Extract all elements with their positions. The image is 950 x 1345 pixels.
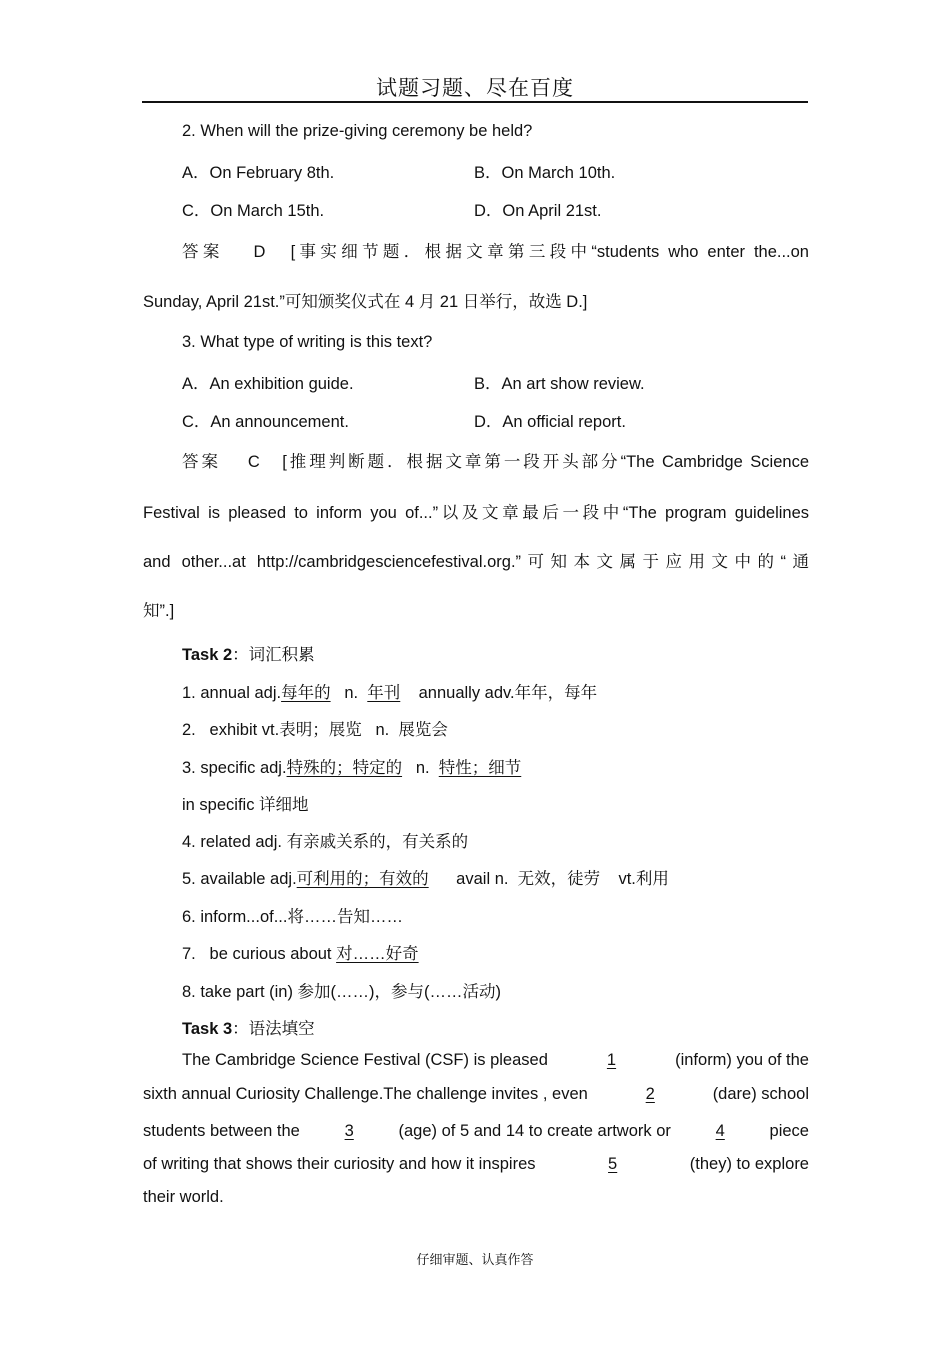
vocab-item bbox=[182, 754, 521, 778]
vocab-answer: 可利用的；有效的 bbox=[296, 870, 429, 888]
cloze-line-3 bbox=[143, 1122, 809, 1141]
vocab-answer: 特殊的；特定的 bbox=[286, 759, 403, 777]
vocab-text: 7. be curious about bbox=[182, 945, 337, 963]
q3-answer-line-1: 答案 C [推理判断题．根据文章第一段开头部分“The Cambridge Science bbox=[182, 453, 809, 471]
vocab-answer: 每年的 bbox=[281, 684, 331, 702]
vocab-item bbox=[182, 865, 669, 889]
vocab-text: annually adv.年年，每年 bbox=[400, 684, 598, 702]
cloze-text: (dare) school bbox=[712, 1085, 809, 1103]
page-footer: 仔细审题、认真作答 bbox=[416, 1252, 534, 1267]
question-2: 2. When will the prize-giving ceremony be held? bbox=[182, 122, 533, 140]
task-2-label: Task 2 bbox=[182, 646, 233, 664]
vocab-item: 6. inform...of...将……告知…… bbox=[182, 908, 403, 926]
vocab-item bbox=[182, 679, 597, 703]
q3-option-a: A．An exhibition guide. bbox=[182, 375, 354, 393]
header-divider bbox=[142, 101, 808, 103]
cloze-text: (they) to explore bbox=[689, 1155, 809, 1173]
vocab-item: 2. exhibit vt.表明；展览 n. 展览会 bbox=[182, 721, 448, 739]
vocab-text: 5. available adj. bbox=[182, 870, 297, 888]
cloze-blank-3: 3 bbox=[344, 1122, 354, 1140]
vocab-text: 3. specific adj. bbox=[182, 759, 287, 777]
vocab-text: n. bbox=[402, 759, 439, 777]
vocab-answer: 年刊 bbox=[367, 684, 401, 702]
cloze-text: of writing that shows their curiosity and how it inspires bbox=[143, 1155, 536, 1173]
vocab-item bbox=[182, 940, 419, 964]
vocab-text: avail n. 无效，徒劳 vt.利用 bbox=[428, 870, 669, 888]
q2-answer-line-2: Sunday, April 21st.”可知颁奖仪式在 4 月 21 日举行，故选 D.] bbox=[143, 293, 588, 311]
task-2-title: ：词汇积累 bbox=[232, 646, 315, 664]
cloze-text: (age) of 5 and 14 to create artwork or bbox=[398, 1122, 671, 1140]
q2-answer-line-1: 答案 D [事实细节题．根据文章第三段中“students who enter the...on bbox=[182, 243, 809, 261]
cloze-blank-1: 1 bbox=[606, 1051, 617, 1069]
q3-option-b: B．An art show review. bbox=[474, 375, 645, 393]
vocab-item: in specific 详细地 bbox=[182, 796, 309, 814]
vocab-text: n. bbox=[330, 684, 368, 702]
page-header-title: 试题习题、尽在百度 bbox=[376, 77, 574, 100]
cloze-text: sixth annual Curiosity Challenge.The challenge invites , even bbox=[143, 1085, 588, 1103]
cloze-text: students between the bbox=[143, 1122, 300, 1140]
vocab-item: 8. take part (in) 参加(……)，参与(……活动) bbox=[182, 983, 502, 1001]
cloze-blank-5: 5 bbox=[608, 1155, 618, 1173]
task-3-title: ：语法填空 bbox=[232, 1020, 315, 1038]
cloze-line-4 bbox=[143, 1155, 809, 1174]
cloze-line-2 bbox=[143, 1085, 809, 1104]
q2-option-b: B．On March 10th. bbox=[474, 164, 616, 182]
cloze-text: (inform) you of the bbox=[675, 1051, 809, 1069]
vocab-item: 4. related adj. 有亲戚关系的，有关系的 bbox=[182, 833, 469, 851]
vocab-answer: 对……好奇 bbox=[336, 945, 419, 963]
vocab-text: 1. annual adj. bbox=[182, 684, 282, 702]
q3-answer-line-3: and other...at http://cambridgesciencefestival.org.”可知本文属于应用文中的“通 bbox=[143, 553, 809, 571]
vocab-answer: 特性；细节 bbox=[438, 759, 522, 777]
question-3: 3. What type of writing is this text? bbox=[182, 333, 433, 351]
task-3-label: Task 3 bbox=[182, 1020, 233, 1038]
cloze-text: The Cambridge Science Festival (CSF) is pleased bbox=[182, 1051, 548, 1069]
q3-answer-line-2: Festival is pleased to inform you of...”以及文章最后一段中“The program guidelines bbox=[143, 504, 809, 522]
q2-option-c: C．On March 15th. bbox=[182, 202, 325, 220]
q2-option-d: D．On April 21st. bbox=[474, 202, 602, 220]
task-3-heading bbox=[182, 1015, 315, 1039]
cloze-line-1 bbox=[182, 1051, 809, 1070]
q3-answer-line-4: 知”.] bbox=[143, 602, 175, 620]
cloze-blank-4: 4 bbox=[715, 1122, 725, 1140]
q2-option-a: A．On February 8th. bbox=[182, 164, 335, 182]
cloze-blank-2: 2 bbox=[645, 1085, 655, 1103]
cloze-line-5: their world. bbox=[143, 1188, 224, 1206]
q3-option-c: C．An announcement. bbox=[182, 413, 349, 431]
cloze-text: piece bbox=[769, 1122, 809, 1140]
task-2-heading bbox=[182, 641, 315, 665]
q3-option-d: D．An official report. bbox=[474, 413, 626, 431]
